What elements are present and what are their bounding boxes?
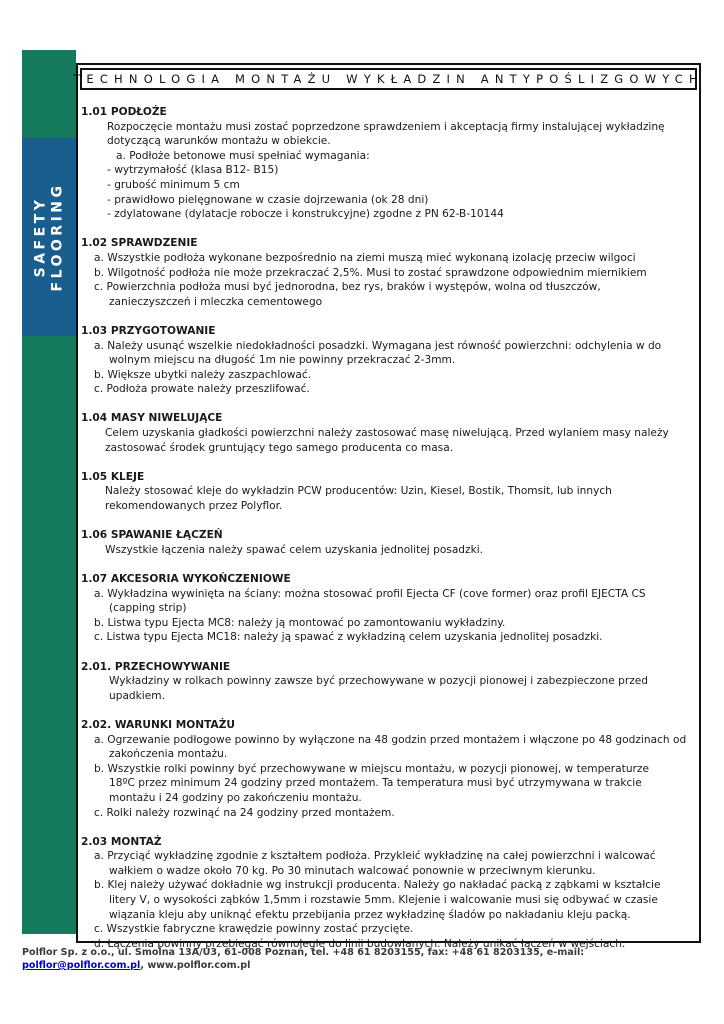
sidebar-brand-text <box>32 183 66 292</box>
paragraph-line: Wykładziny w rolkach powinny zawsze być przechowywane w pozycji pionowej i zabezpieczone przed <box>109 675 648 688</box>
list-item-continuation: zanieczyszczeń i mleczka cementowego <box>109 295 323 308</box>
document-title: TECHNOLOGIA MONTAŻU WYKŁADZIN ANTYPOŚLIZGOWYCH <box>73 72 704 86</box>
list-item: a. Wszystkie podłoża wykonane bezpośrednio na ziemi muszą mieć wykonaną izolację przeciw wilgoci <box>94 251 636 264</box>
section-heading: 1.02 SPRAWDZENIE <box>81 237 198 250</box>
paragraph-line: Celem uzyskania gładkości powierzchni należy zastosować masę niwelującą. Przed wylaniem masy należy <box>105 427 669 440</box>
section-1-02 <box>81 236 701 309</box>
list-item-continuation: wałkiem o wadze około 70 kg. Po 30 minutach walcować ponownie w przeciwnym kierunku. <box>109 864 596 877</box>
list-item: - zdylatowane (dylatacje robocze i konstrukcyjne) zgodne z PN 62-B-10144 <box>107 208 504 221</box>
section-heading: 2.01. PRZECHOWYWANIE <box>81 660 231 673</box>
paragraph-line: upadkiem. <box>109 689 165 702</box>
list-item: c. Listwa typu Ejecta MC18: należy ją spawać z wykładziną celem uzyskania jednolitej posadzki. <box>94 631 603 644</box>
title-box <box>73 68 704 90</box>
list-item: b. Większe ubytki należy zaszpachlować. <box>94 368 312 381</box>
section-2-03 <box>81 835 701 952</box>
footer-website[interactable]: www.polflor.com.pl <box>147 960 251 971</box>
section-2-01 <box>81 660 701 704</box>
list-item: b. Wszystkie rolki powinny być przechowywane w miejscu montażu, w pozycji pionowej, w temperaturze <box>94 762 649 775</box>
section-1-03 <box>81 324 701 397</box>
document-body <box>81 105 701 951</box>
section-1-04 <box>81 411 701 455</box>
list-item: d. Łączenia powinny przebiegać równolegle do linii budowlanych. Należy unikać łączeń w wejściach. <box>94 937 626 950</box>
section-2-02 <box>81 718 701 820</box>
list-item: c. Wszystkie fabryczne krawędzie powinny zostać przycięte. <box>94 923 414 936</box>
list-item: a. Wykładzina wywinięta na ściany: można stosować profil Ejecta CF (cove former) oraz profil EJECTA CS <box>94 587 646 600</box>
section-heading: 2.03 MONTAŻ <box>81 835 162 848</box>
list-item: b. Listwa typu Ejecta MC8: należy ją montować po zamontowaniu wykładziny. <box>94 616 506 629</box>
list-item: - wytrzymałość (klasa B12- B15) <box>107 164 279 177</box>
list-item: - prawidłowo pielęgnowane w czasie dojrzewania (ok 28 dni) <box>107 193 429 206</box>
list-item-continuation: 18ºC przez minimum 24 godziny przed montażem. Ta temperatura musi być utrzymywana w trakcie <box>109 777 642 790</box>
list-item: b. Wilgotność podłoża nie może przekraczać 2,5%. Musi to zostać sprawdzone odpowiednim miernikiem <box>94 266 647 279</box>
section-heading: 1.06 SPAWANIE ŁĄCZEŃ <box>81 529 223 542</box>
section-1-05 <box>81 470 701 514</box>
paragraph-line: dotyczącą warunków montażu w obiekcie. <box>107 135 331 148</box>
paragraph-line: Wszystkie łączenia należy spawać celem uzyskania jednolitej posadzki. <box>105 543 484 556</box>
list-item: c. Powierzchnia podłoża musi być jednorodna, bez rys, braków i występów, wolna od tłuszczów, <box>94 281 601 294</box>
footer-address: Polflor Sp. z o.o., ul. Smolna 13A/U3, 61-008 Poznań, tel. +48 61 8203155, fax: +48 61 8203135, e-mail: <box>22 947 585 958</box>
footer <box>22 946 702 972</box>
paragraph-line: Należy stosować kleje do wykładzin PCW producentów: Uzin, Kiesel, Bostik, Thomsit, lub innych <box>105 485 612 498</box>
section-1-07 <box>81 572 701 645</box>
list-item-continuation: wolnym miejscu na długość 1m nie powinny przekraczać 2-3mm. <box>109 354 456 367</box>
list-item-continuation: wiązania kleju aby uniknąć efektu przebijania przez wykładzinę śladów po nakładaniu kleju packą. <box>109 908 631 921</box>
section-1-01 <box>81 105 701 222</box>
list-item: a. Ogrzewanie podłogowe powinno by wyłączone na 48 godzin przed montażem i włączone po 48 godzinach od <box>94 733 687 746</box>
section-1-06 <box>81 528 701 557</box>
footer-separator: , <box>140 960 148 971</box>
footer-contact-line <box>22 959 702 972</box>
list-item-continuation: (capping strip) <box>109 602 187 615</box>
section-heading: 1.01 PODŁOŻE <box>81 106 167 118</box>
sidebar-brand-block <box>22 138 76 336</box>
section-heading: 2.02. WARUNKI MONTAŻU <box>81 718 236 731</box>
paragraph-line: rekomendowanych przez Polyflor. <box>105 500 283 513</box>
list-item-continuation: litery V, o wysokości ząbków 1,5mm i rozstawie 5mm. Klejenie i walcowanie musi się odbywać w czasie <box>109 894 658 907</box>
section-heading: 1.05 KLEJE <box>81 470 145 483</box>
sidebar-line-1: SAFETY <box>32 196 48 278</box>
list-item: - grubość minimum 5 cm <box>107 178 240 191</box>
sidebar-line-2: FLOORING <box>49 182 65 292</box>
list-item: c. Podłoża prowate należy przeszlifować. <box>94 383 310 396</box>
list-item: a. Podłoże betonowe musi spełniać wymagania: <box>116 149 370 162</box>
footer-email-link[interactable]: polflor@polflor.com.pl <box>22 960 141 971</box>
paragraph-line: Rozpoczęcie montażu musi zostać poprzedzone sprawdzeniem i akceptacją firmy instalującej wykładzinę <box>107 120 665 133</box>
list-item-continuation: zakończenia montażu. <box>109 748 228 761</box>
list-item: a. Należy usunąć wszelkie niedokładności posadzki. Wymagana jest równość powierzchni: odchylenia w do <box>94 339 662 352</box>
paragraph-line: zastosować środek gruntujący tego samego producenta co masa. <box>105 441 454 454</box>
section-heading: 1.07 AKCESORIA WYKOŃCZENIOWE <box>81 573 291 585</box>
list-item: c. Rolki należy rozwinąć na 24 godziny przed montażem. <box>94 806 395 819</box>
list-item: a. Przyciąć wykładzinę zgodnie z kształtem podłoża. Przykleić wykładzinę na całej powierzchni i walcować <box>94 850 656 863</box>
section-heading: 1.04 MASY NIWELUJĄCE <box>81 412 223 425</box>
list-item-continuation: montażu i 24 godziny po zakończeniu montażu. <box>109 791 362 804</box>
section-heading: 1.03 PRZYGOTOWANIE <box>81 324 216 337</box>
list-item: b. Klej należy używać dokładnie wg instrukcji producenta. Należy go nakładać packą z ząbkami w kształcie <box>94 879 661 892</box>
